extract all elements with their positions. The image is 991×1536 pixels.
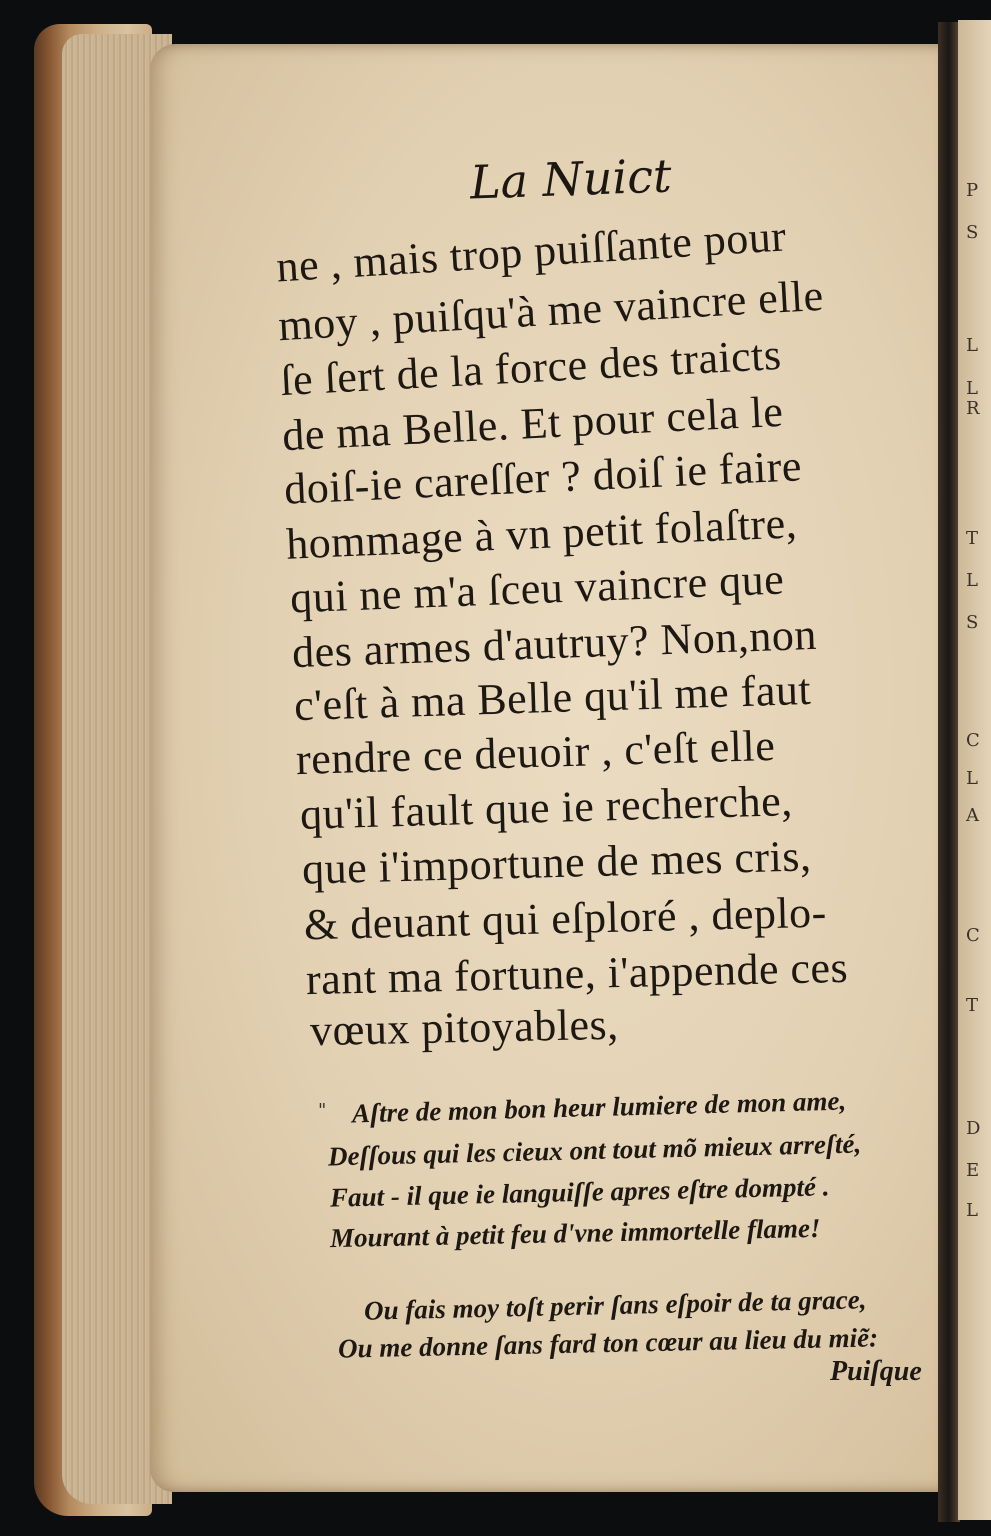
book-gutter — [938, 22, 960, 1522]
prose-line: & deuant qui eſploré , deplo- — [303, 887, 828, 950]
prose-line: doiſ-ie careſſer ? doiſ ie faire — [283, 441, 803, 514]
prose-line: de ma Belle. Et pour cela le — [281, 386, 785, 461]
prose-line: rendre ce deuoir , c'eſt elle — [295, 720, 776, 785]
prose-line: que i'importune de mes cris, — [301, 831, 813, 894]
prose-line: c'eſt à ma Belle qu'il me faut — [293, 664, 812, 731]
facing-page-letter: P — [966, 180, 979, 201]
facing-page-letter: T — [966, 528, 979, 549]
facing-page-letter: C — [966, 730, 980, 751]
facing-page-letter: L — [966, 768, 978, 789]
verse-quote-mark: " — [318, 1100, 327, 1121]
catchword: Puiſque — [830, 1356, 922, 1387]
verse-line: Deſſous qui les cieux ont tout mõ mieux arreſté, — [327, 1128, 862, 1172]
facing-page-letter: S — [966, 612, 979, 633]
prose-line: hommage à vn petit folaſtre, — [285, 498, 799, 569]
running-head: La Nuict — [469, 148, 673, 210]
prose-line: qu'il fault que ie recherche, — [299, 776, 794, 839]
facing-page-letter: E — [966, 1160, 980, 1181]
facing-page-letter: C — [966, 925, 980, 946]
verse-line: Aſtre de mon bon heur lumiere de mon ame, — [351, 1085, 847, 1129]
verse-line: Mourant à petit feu d'vne immortelle flame! — [329, 1212, 821, 1254]
verse-line: Ou fais moy toſt perir ſans eſpoir de ta grace, — [363, 1284, 867, 1326]
prose-line: ne , mais trop puiſſante pour — [274, 211, 788, 292]
facing-page-letter: R — [966, 398, 980, 419]
facing-page-letter: A — [966, 805, 979, 826]
facing-page-letter: L — [966, 378, 978, 399]
prose-line: qui ne m'a ſceu vaincre que — [289, 554, 785, 623]
verse-line: Ou me donne ſans fard ton cœur au lieu du miẽ: — [337, 1322, 879, 1364]
facing-page-letter: L — [966, 1200, 978, 1221]
prose-line: des armes d'autruy? Non,non — [291, 609, 818, 678]
verse-line: Faut - il que ie languiſſe apres eſtre dompté . — [329, 1171, 830, 1213]
facing-page-letter: L — [966, 570, 978, 591]
prose-line: rant ma fortune, i'appende ces — [305, 942, 849, 1005]
facing-page-letter: T — [966, 995, 979, 1016]
prose-line: vœux pitoyables, — [309, 999, 620, 1056]
prose-line: moy , puiſqu'à me vaincre elle — [277, 270, 825, 351]
facing-page-letter: D — [966, 1118, 981, 1139]
prose-line: ſe ſert de la force des traicts — [279, 329, 783, 406]
facing-page-letter: L — [966, 335, 978, 356]
facing-page-letter: S — [966, 222, 979, 243]
